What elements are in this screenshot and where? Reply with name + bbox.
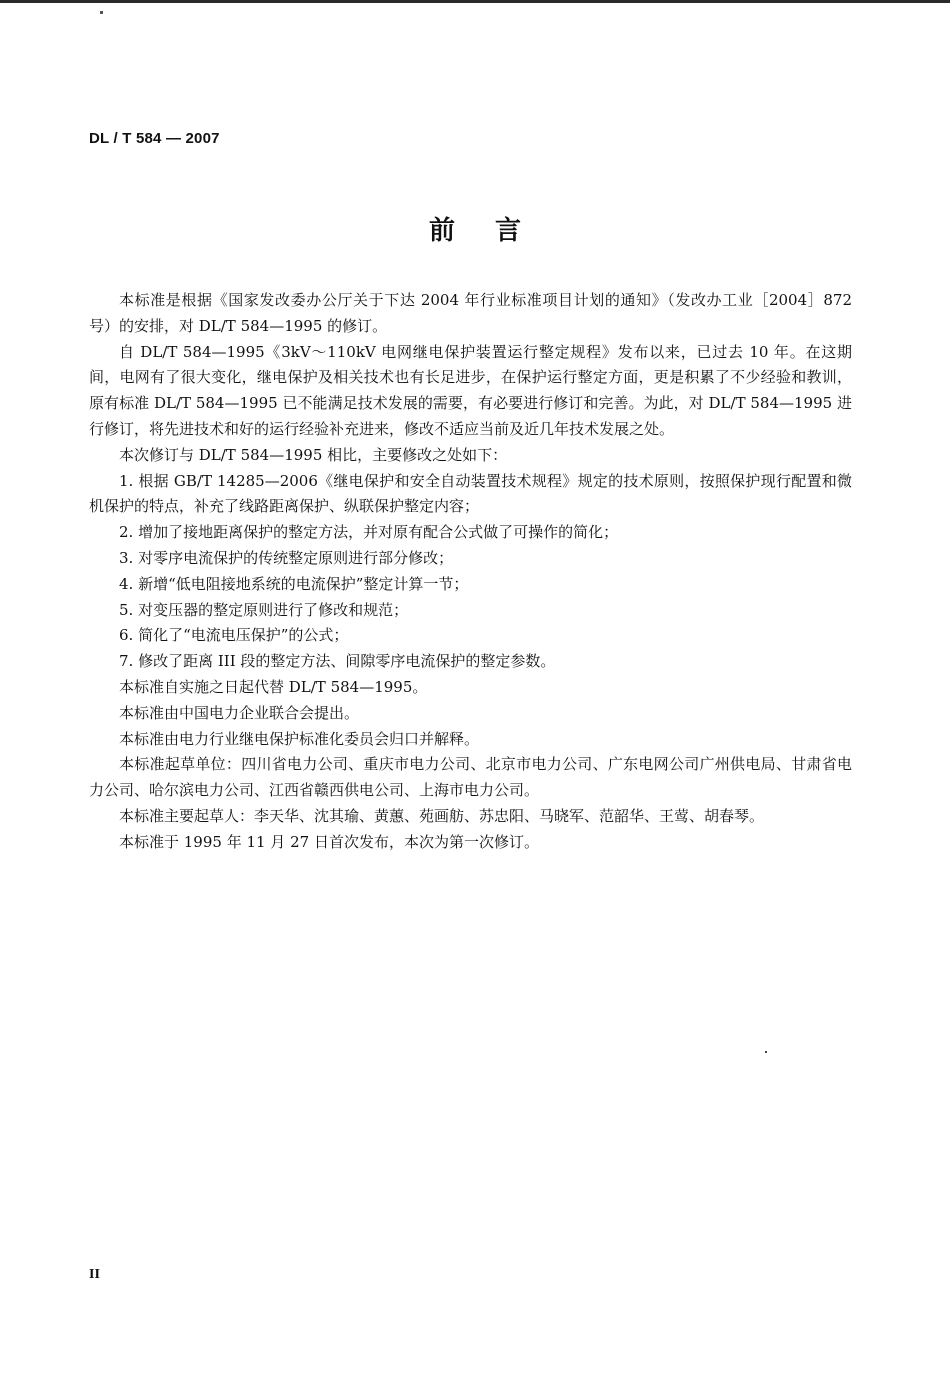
page-title: 前言 <box>428 216 561 246</box>
paragraph-release-history: 本标准于 1995 年 11 月 27 日首次发布，本次为第一次修订。 <box>119 832 539 851</box>
paragraph-replaces: 本标准自实施之日起代替 DL/T 584—1995。 <box>119 677 428 696</box>
paragraph-proposed-by: 本标准由中国电力企业联合会提出。 <box>119 703 360 722</box>
paragraph-drafting-units: 本标准起草单位：四川省电力公司、重庆市电力公司、北京市电力公司、广东电网公司广州供电局、甘肃省电力公司、哈尔滨电力公司、江西省赣西供电公司、上海市电力公司。 <box>89 755 852 800</box>
list-item-change-3: 3. 对零序电流保护的传统整定原则进行部分修改； <box>119 548 454 567</box>
list-item-change-1: 1. 根据 GB/T 14285—2006《继电保护和安全自动装置技术规程》规定的技术原则，按照保护现行配置和微机保护的特点，补充了线路距离保护、纵联保护整定内容； <box>89 471 852 516</box>
page-number: II <box>89 1267 100 1282</box>
scan-speck <box>765 1051 767 1053</box>
paragraph-background: 自 DL/T 584—1995《3kV～110kV 电网继电保护装置运行整定规程》发布以来，已过去 10 年。在这期间，电网有了很大变化，继电保护及相关技术也有长足进步，在保护运行整定方面，更是积累了不少经验和教训，原有标准 DL/T 584—1995 已不能满足技术发展的需要，有必要进行修订和完善。为此，对 DL/T 584—1995 进行修订，将先进技术和好的运行经验补充进来，修改不适应当前及近几年技术发展之处。 <box>89 342 852 438</box>
scan-speck <box>100 11 103 14</box>
document-id-header: DL / T 584 — 2007 <box>89 130 220 147</box>
page-top-border <box>0 0 950 3</box>
foreword-body <box>89 288 852 856</box>
paragraph-changes-intro: 本次修订与 DL/T 584—1995 相比，主要修改之处如下： <box>119 445 508 464</box>
paragraph-intro: 本标准是根据《国家发改委办公厅关于下达 2004 年行业标准项目计划的通知》（发改办工业［2004］872 号）的安排，对 DL/T 584—1995 的修订。 <box>89 291 852 335</box>
list-item-change-2: 2. 增加了接地距离保护的整定方法，并对原有配合公式做了可操作的简化； <box>119 523 619 542</box>
list-item-change-4: 4. 新增“低电阻接地系统的电流保护”整定计算一节； <box>119 574 469 593</box>
list-item-change-6: 6. 简化了“电流电压保护”的公式； <box>119 626 349 645</box>
list-item-change-5: 5. 对变压器的整定原则进行了修改和规范； <box>119 600 409 619</box>
paragraph-drafters: 本标准主要起草人：李天华、沈其瑜、黄蕙、苑画舫、苏忠阳、马晓军、范韶华、王莺、胡春琴。 <box>119 806 765 825</box>
list-item-change-7: 7. 修改了距离 III 段的整定方法、间隙零序电流保护的整定参数。 <box>119 652 556 671</box>
paragraph-interpretation: 本标准由电力行业继电保护标准化委员会归口并解释。 <box>119 729 480 748</box>
